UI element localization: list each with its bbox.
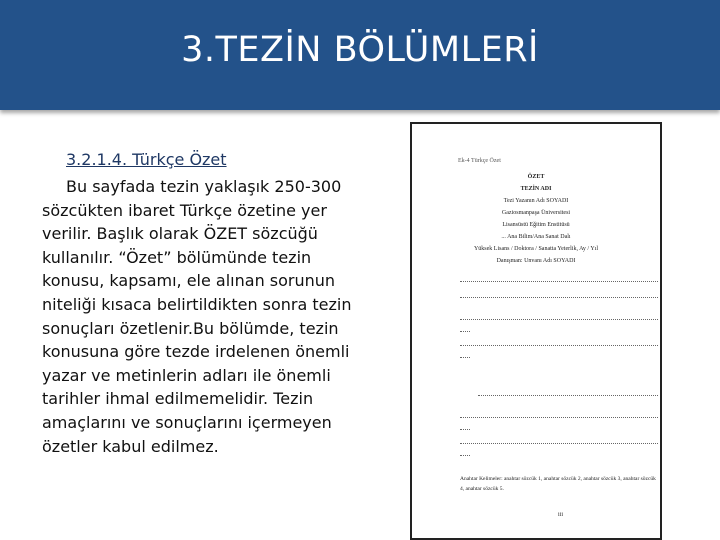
title-bar xyxy=(0,0,720,110)
page-line: Danışman: Unvanı Adı SOYADI xyxy=(496,258,576,264)
slide-title: 3.TEZİN BÖLÜMLERİ xyxy=(181,30,539,70)
page-keywords: Anahtar Kelimeler: anahtar sözcük 1, anahtar sözcük 2, anahtar sözcük 3, anahtar sözcük 4, anahtar sözcük 5. xyxy=(460,476,656,492)
section-subheading: 3.2.1.4. Türkçe Özet xyxy=(66,150,227,169)
page-line: Gaziosmanpaşa Üniversitesi xyxy=(501,210,571,216)
placeholder-line xyxy=(460,420,470,430)
placeholder-line xyxy=(460,408,658,418)
placeholder-line xyxy=(460,348,470,358)
placeholder-line xyxy=(460,310,658,320)
page-number: iii xyxy=(558,512,564,518)
page-line: Tezi Yazanın Adı SOYADI xyxy=(503,198,569,204)
placeholder-line xyxy=(478,386,658,396)
placeholder-line xyxy=(460,434,658,444)
page-line: ... Ana Bilim/Ana Sanat Dalı xyxy=(501,234,571,240)
placeholder-line xyxy=(460,336,658,346)
page-line: Yüksek Lisans / Doktora / Sanatta Yeterlik, Ay / Yıl xyxy=(473,246,599,252)
placeholder-line xyxy=(460,288,658,298)
page-thesis-name: TEZİN ADI xyxy=(520,186,552,192)
placeholder-line xyxy=(460,272,658,282)
page-tag: Ek-4 Türkçe Özet xyxy=(458,158,501,164)
page-line: Lisansüstü Eğitim Enstitüsü xyxy=(502,222,570,228)
page-heading: ÖZET xyxy=(527,174,545,180)
section-paragraph: Bu sayfada tezin yaklaşık 250-300 sözcükten ibaret Türkçe özetine yer verilir. Başlık olarak ÖZET sözcüğü kullanılır. “Özet” bölümünde tezin konusu, kapsamı, ele alınan sorunun niteliği kısaca belirtildikten sonra tezin sonuçları özetlenir.Bu bölümde, tezin konusuna göre tezde irdelenen önemli yazar ve metinlerin adları ile önemli tarihler ihmal edilmemelidir. Tezin amaçlarını ve sonuçlarını içermeyen özetler kabul edilmez. xyxy=(42,177,352,456)
placeholder-line xyxy=(460,322,470,332)
sample-abstract-page xyxy=(410,122,662,540)
text-content xyxy=(42,150,367,458)
placeholder-line xyxy=(460,446,470,456)
